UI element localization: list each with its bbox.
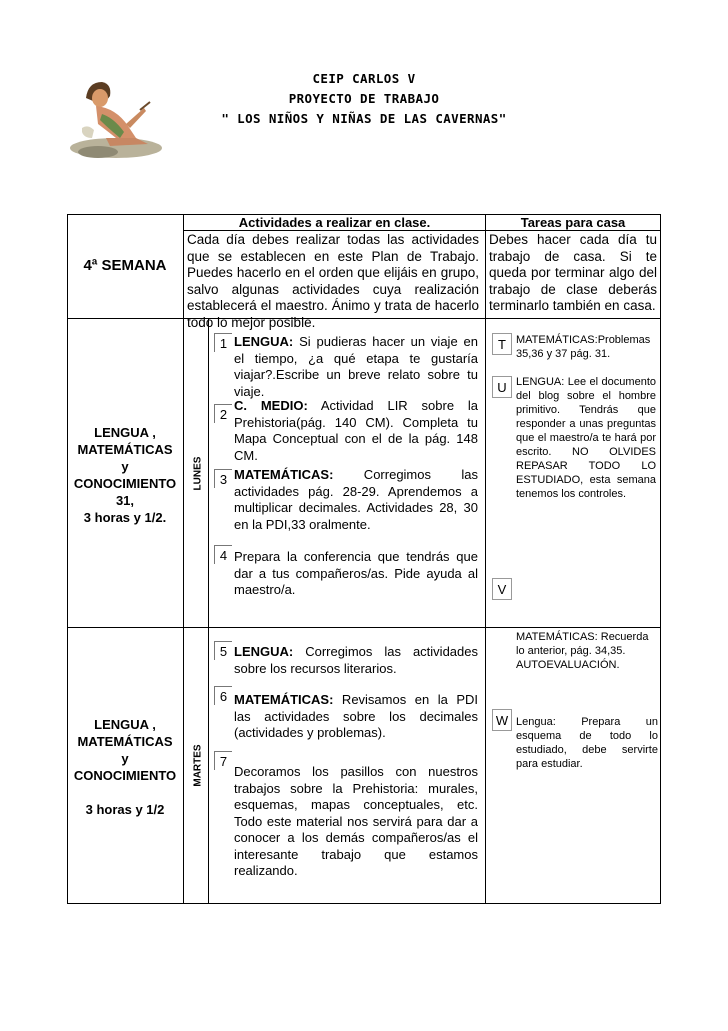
project-title: PROYECTO DE TRABAJO xyxy=(288,91,440,106)
homework-item: LENGUA: Lee el documento del blog sobre el hombre primitivo. Tendrás que responder a unas preguntas que el maestro/a te hará por escrito. NO OLVIDES REPASAR TODO LO ESTUDIADO, esta semana tenemos los controles. xyxy=(516,376,656,500)
class-activities-title: Actividades a realizar en clase. xyxy=(238,215,431,230)
homework-item: MATEMÁTICAS: Recuerda lo anterior, pág. 34,35. AUTOEVALUACIÓN. xyxy=(516,631,649,671)
activity-5: LENGUA: Corregimos las actividades sobre los recursos literarios. xyxy=(234,644,478,676)
activity-number: 5 xyxy=(214,641,232,660)
day2-label: MARTES xyxy=(192,744,204,787)
day1-subjects: LENGUA , MATEMÁTICAS y CONOCIMIENTO 31, 3 horas y 1/2. xyxy=(73,425,177,525)
day-letter-v: V xyxy=(492,578,512,600)
day1-label: LUNES xyxy=(192,456,204,491)
homework-item: Lengua: Prepara un esquema de todo lo estudiado, debe servirte para estudiar. xyxy=(516,716,658,770)
activity-number: 2 xyxy=(214,404,232,423)
day-letter-t: T xyxy=(492,333,512,355)
activity-6: MATEMÁTICAS: Revisamos en la PDI las actividades sobre los decimales (actividades y problemas). xyxy=(234,692,478,740)
activity-number: 4 xyxy=(214,545,232,564)
activity-2: C. MEDIO: Actividad LIR sobre la Prehistoria(pág. 140 CM). Completa tu Mapa Conceptual con el de la pág. 148 CM. xyxy=(234,398,478,463)
project-subtitle: " LOS NIÑOS Y NIÑAS DE LAS CAVERNAS" xyxy=(221,111,507,126)
activity-number: 1 xyxy=(214,333,232,352)
homework-intro: Debes hacer cada día tu trabajo de casa. Si te queda por terminar algo del trabajo de clase deberás terminarlo también en casa. xyxy=(489,232,657,313)
day-letter-u: U xyxy=(492,376,512,398)
caveman-illustration-icon xyxy=(66,68,164,160)
activity-number: 6 xyxy=(214,686,232,705)
activity-number: 3 xyxy=(214,469,232,488)
class-activities-intro: Cada día debes realizar todas las actividades que se establecen en este Plan de Trabajo. Puedes hacerlo en el orden que elijáis en grupo, salvo algunas actividades cuya realización establecerá el maestro. Ánimo y trata de hacerlo todo lo mejor posible. xyxy=(187,232,479,330)
school-name: CEIP CARLOS V xyxy=(312,71,416,86)
week-label: 4ª SEMANA xyxy=(83,257,167,274)
day-letter-w: W xyxy=(492,709,512,731)
activity-4: Prepara la conferencia que tendrás que dar a tus compañeros/as. Pide ayuda al maestro/a. xyxy=(234,549,478,597)
activity-7: Decoramos los pasillos con nuestros trabajos sobre la Prehistoria: murales, esquemas, mapas conceptuales, etc. Todo este material nos servirá para dar a conocer a los demás compañeros/as el interesante trabajo que estamos realizando. xyxy=(234,764,478,878)
activity-3: MATEMÁTICAS: Corregimos las actividades pág. 28-29. Aprendemos a multiplicar decimales. Actividades 28, 30 en la PDI,33 oralmente. xyxy=(234,467,478,532)
day2-subjects: LENGUA , MATEMÁTICAS y CONOCIMIENTO 3 horas y 1/2 xyxy=(73,717,177,817)
activity-1: LENGUA: Si pudieras hacer un viaje en el tiempo, ¿a qué etapa te gustaría viajar?.Escribe un breve relato sobre tu viaje. xyxy=(234,334,478,399)
homework-title: Tareas para casa xyxy=(520,215,626,230)
activity-number: 7 xyxy=(214,751,232,770)
homework-item: MATEMÁTICAS:Problemas 35,36 y 37 pág. 31. xyxy=(516,334,651,360)
